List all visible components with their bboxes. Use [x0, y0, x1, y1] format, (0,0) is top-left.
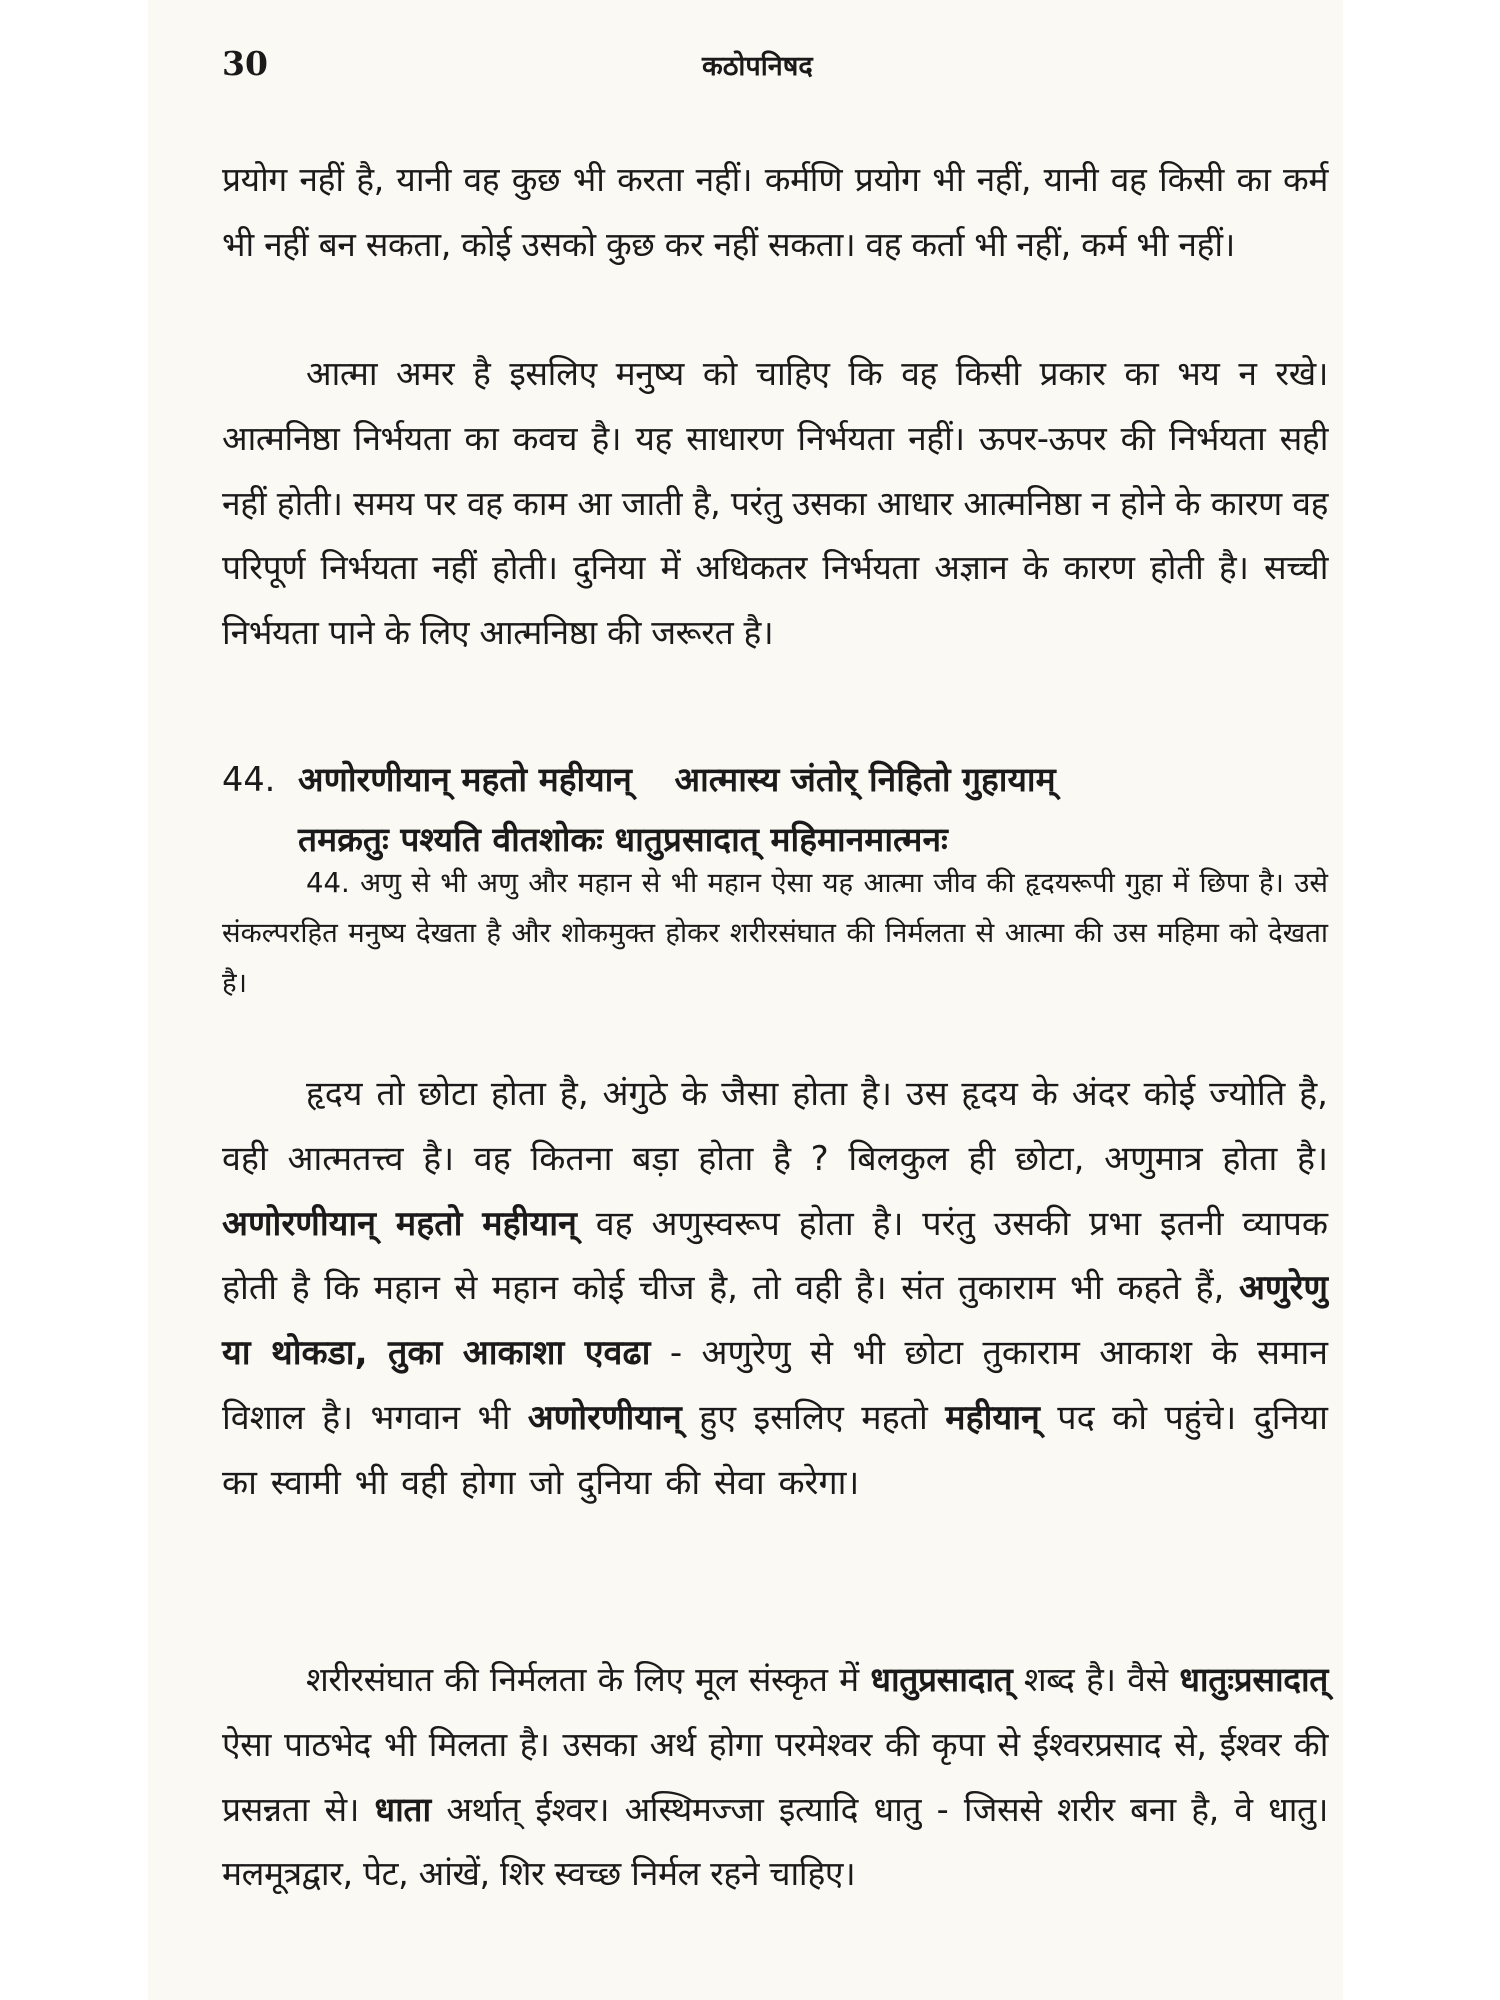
p3-bold-1: अणोरणीयान् महतो महीयान् — [222, 1203, 577, 1244]
page-header — [222, 44, 1337, 94]
p4-text-1: शरीरसंघात की निर्मलता के लिए मूल संस्कृत में — [306, 1660, 871, 1699]
paragraph-3 — [222, 1062, 1328, 1516]
p3-bold-3: अणोरणीयान् — [527, 1397, 682, 1438]
paragraph-1: प्रयोग नहीं है, यानी वह कुछ भी करता नहीं। कर्मणि प्रयोग भी नहीं, यानी वह किसी का कर्म भी नहीं बन सकता, कोई उसको कुछ कर नहीं सकता। वह कर्ता भी नहीं, कर्म भी नहीं। — [222, 160, 1328, 264]
p4-text-3: ऐसा पाठभेद भी मिलता है। उसका अर्थ होगा परमेश्वर की कृपा से ईश्वरप्रसाद से, ईश्वर की प्रसन्नता से। — [222, 1724, 1328, 1829]
p4-text-4: अर्थात् ईश्वर। अस्थिमज्जा इत्यादि धातु - जिससे शरीर बना है, वे धातु। मलमूत्रद्वार, पेट, आंखें, शिर स्वच्छ निर्मल रहने चाहिए। — [222, 1789, 1329, 1894]
p4-text-2: शब्द है। वैसे — [1012, 1660, 1180, 1699]
p3-text-2: वह अणुस्वरूप होता है। परंतु उसकी प्रभा इतनी व्यापक होती है कि महान से महान कोई चीज है, तो वही है। संत तुकाराम भी कहते हैं, — [222, 1203, 1328, 1309]
verse-line-1a: अणोरणीयान् महतो महीयान् — [298, 760, 632, 799]
p4-bold-2: धातुःप्रसादात् — [1179, 1660, 1328, 1699]
p4-bold-1: धातुप्रसादात् — [870, 1660, 1013, 1699]
p3-text-4: हुए इसलिए महतो — [681, 1397, 946, 1438]
p3-text-3: - अणुरेणु से भी छोटा तुकाराम आकाश के समान विशाल है। भगवान भी — [222, 1333, 1328, 1438]
paragraph-4 — [222, 1648, 1328, 1907]
verse-line-2: तमक्रतुः पश्यति वीतशोकः धातुप्रसादात् महिमानमात्मनः — [298, 820, 948, 859]
p3-text-1: हृदय तो छोटा होता है, अंगुठे के जैसा होता है। उस हृदय के अंदर कोई ज्योति है, वही आत्मतत्त्व है। वह कितना बड़ा होता है ? बिलकुल ही छोटा, अणुमात्र होता है। — [222, 1074, 1328, 1179]
paragraph-2: आत्मा अमर है इसलिए मनुष्य को चाहिए कि वह किसी प्रकार का भय न रखे। आत्मनिष्ठा निर्भयता का कवच है। यह साधारण निर्भयता नहीं। ऊपर-ऊपर की निर्भयता सही नहीं होती। समय पर वह काम आ जाती है, परंतु उसका आधार आत्मनिष्ठा न होने के कारण वह परिपूर्ण निर्भयता नहीं होती। दुनिया में अधिकतर निर्भयता अज्ञान के कारण होती है। सच्ची निर्भयता पाने के लिए आत्मनिष्ठा की जरूरत है। — [222, 354, 1328, 653]
page-number: 30 — [222, 44, 268, 83]
verse-number: 44. — [222, 760, 276, 799]
verse-line-1b: आत्मास्य जंतोर् निहितो गुहायाम् — [674, 760, 1056, 799]
p4-bold-3: धाता — [374, 1789, 431, 1829]
p3-bold-2: अणुरेणु या थोकडा, तुका आकाशा एवढा — [222, 1268, 1328, 1374]
verse-translation: 44. अणु से भी अणु और महान से भी महान ऐसा यह आत्मा जीव की हृदयरूपी गुहा में छिपा है। उसे संकल्परहित मनुष्य देखता है और शोकमुक्त होकर शरीरसंघात की निर्मलता से आत्मा की उस महिमा को देखता है। — [222, 867, 1328, 999]
p3-text-5: पद को पहुंचे। दुनिया का स्वामी भी वही होगा जो दुनिया की सेवा करेगा। — [222, 1397, 1328, 1503]
p3-bold-4: महीयान् — [945, 1397, 1040, 1438]
verse-44 — [222, 750, 1328, 870]
running-title: कठोपनिषद — [702, 51, 813, 82]
